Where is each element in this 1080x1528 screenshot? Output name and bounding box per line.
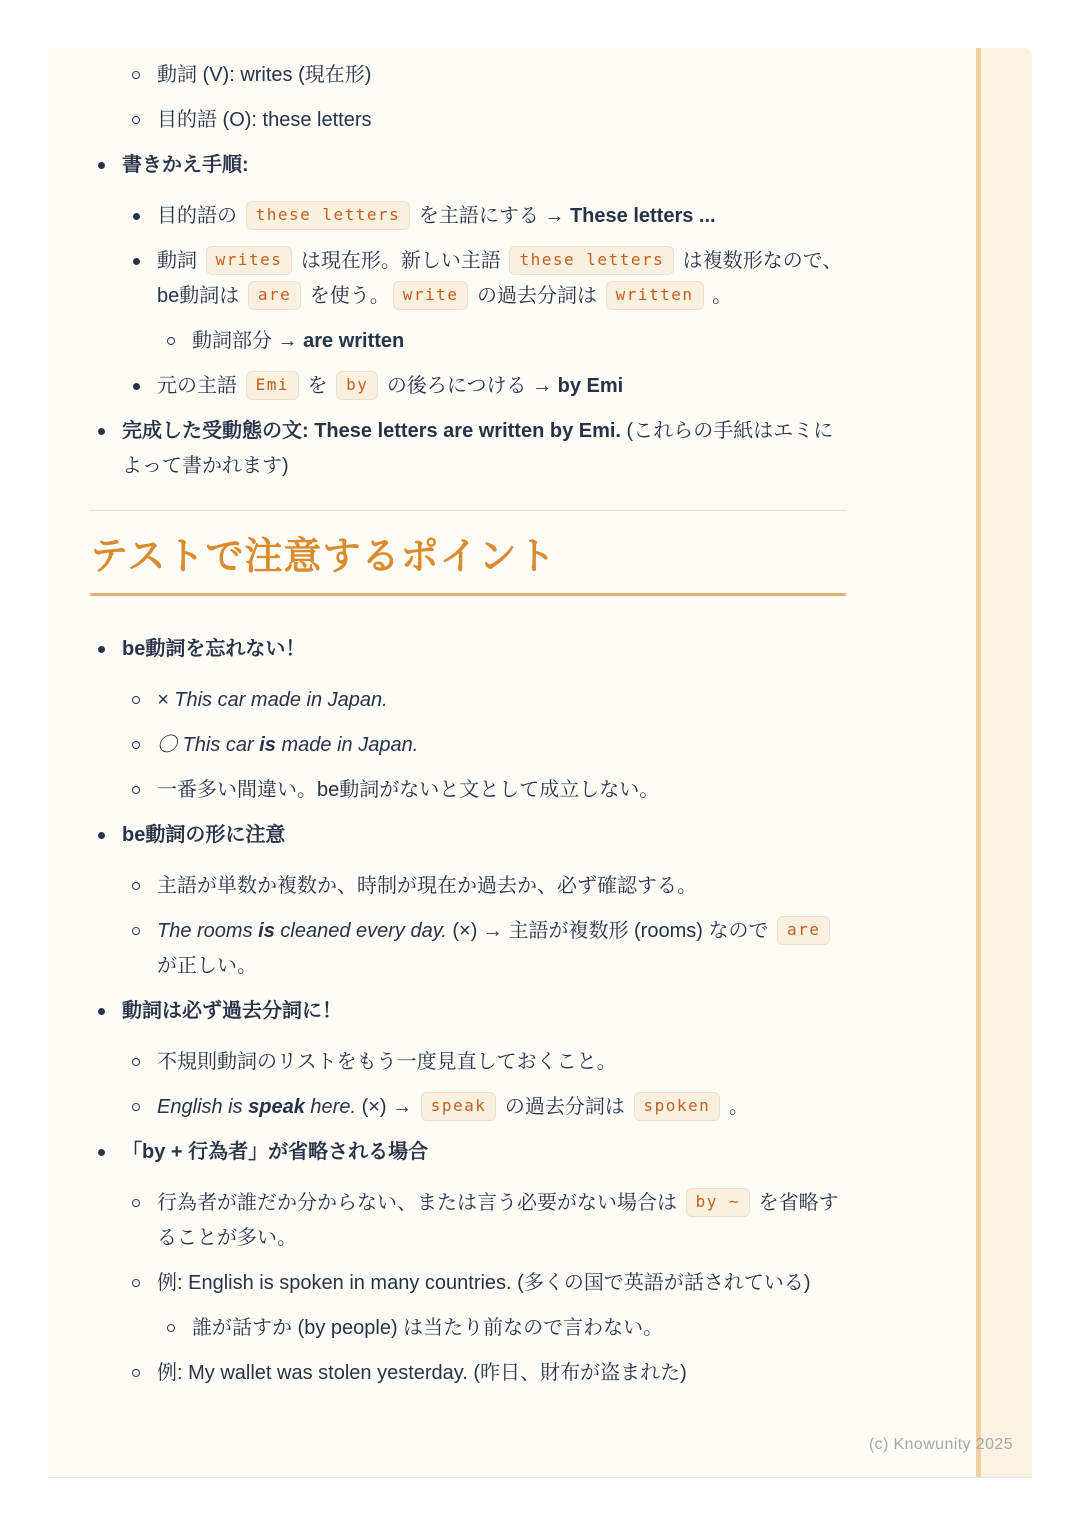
text-run: is (259, 734, 276, 756)
text-run: cleaned every day. (274, 920, 447, 942)
heading-underline (90, 593, 846, 596)
text-run: here. (304, 1096, 357, 1118)
inline-code: by (336, 371, 378, 400)
inline-code: these letters (509, 246, 674, 275)
text-run: 書きかえ手順: (122, 154, 249, 176)
list-item (90, 632, 846, 667)
bullet-list-test-points (90, 632, 846, 1391)
text-run: の過去分詞は (499, 1096, 631, 1118)
watermark: (c) Knowunity 2025 (868, 1436, 1013, 1453)
text-run: は現在形。新しい主語 (295, 250, 507, 272)
text-run: 。 (706, 285, 733, 307)
list-item (90, 818, 846, 853)
text-run: 例: English is spoken in many countries. (多くの国で英語が話されている) (157, 1272, 811, 1294)
text-run: 例: My wallet was stolen yesterday. (昨日、財布が盗まれた) (157, 1362, 687, 1384)
document-content (90, 48, 846, 1401)
inline-code: writes (206, 246, 293, 275)
list-item (90, 683, 846, 718)
list-item (90, 103, 846, 138)
inline-code: by ~ (686, 1188, 751, 1217)
text-run: 誰が話すか (by people) は当たり前なので言わない。 (192, 1317, 664, 1339)
inline-code: Emi (246, 371, 299, 400)
text-run: 不規則動詞のリストをもう一度見直しておくこと。 (157, 1051, 617, 1073)
text-run: made in Japan. (275, 734, 419, 756)
text-run: (×) → 主語が複数形 (rooms) なので (446, 920, 775, 942)
text-run: 行為者が誰だか分からない、または言う必要がない場合は (157, 1192, 683, 1214)
text-run: × This car made in Japan. (157, 689, 388, 711)
text-run: 動詞部分 → (192, 330, 304, 352)
inline-code: spoken (634, 1092, 721, 1121)
text-run: English is (157, 1096, 249, 1118)
text-run: 動詞 (V): writes (現在形) (157, 64, 372, 86)
text-run: is (258, 920, 275, 942)
text-run: These letters ... (569, 205, 716, 227)
text-run: 動詞は必ず過去分詞に！ (122, 1000, 342, 1022)
text-run: 。 (723, 1096, 749, 1118)
text-run: 目的語の (157, 205, 243, 227)
text-run: 完成した受動態の文: These letters are written by Emi. (122, 420, 621, 442)
text-run: (×) → (356, 1096, 418, 1118)
list-item (90, 1311, 846, 1346)
section-divider (90, 510, 846, 511)
list-item (90, 1266, 846, 1301)
text-run: が正しい。 (157, 955, 257, 977)
text-run: の過去分詞は (471, 285, 603, 307)
page-card (48, 48, 1032, 1478)
text-run: are written (303, 330, 405, 352)
text-run: 主語が単数か複数か、時制が現在か過去か、必ず確認する。 (157, 875, 697, 897)
text-run: be動詞を忘れない！ (122, 638, 306, 660)
list-item (90, 244, 846, 314)
inline-code: write (393, 281, 469, 310)
section-heading: テストで注意するポイント (90, 536, 557, 578)
text-run: の後ろにつける → (381, 375, 558, 397)
text-run: 目的語 (O): these letters (157, 109, 372, 131)
text-run: は複数形なので、be動詞は (157, 250, 843, 307)
list-item (90, 1356, 846, 1391)
text-run: 「by + 行為者」が省略される場合 (122, 1141, 429, 1163)
text-run: 〇 This car (157, 734, 260, 756)
inline-code: written (606, 281, 704, 310)
page-margin-ribbon (981, 48, 1032, 1477)
text-run: be動詞の形に注意 (122, 824, 286, 846)
list-item (90, 1186, 846, 1256)
text-run: (これらの手紙はエミによって書かれます) (122, 420, 834, 477)
list-item (90, 914, 846, 984)
list-item (90, 324, 846, 359)
text-run: speak (248, 1096, 305, 1118)
text-run: 一番多い間違い。be動詞がないと文として成立しない。 (157, 779, 660, 801)
text-run: 動詞 (157, 250, 203, 272)
text-run: The rooms (157, 920, 259, 942)
text-run: 元の主語 (157, 375, 243, 397)
list-item (90, 773, 846, 808)
inline-code: speak (421, 1092, 497, 1121)
text-run: を主語にする → (413, 205, 570, 227)
inline-code: are (777, 916, 830, 945)
list-item (90, 728, 846, 763)
text-run: を省略することが多い。 (157, 1192, 839, 1249)
list-item (90, 414, 846, 484)
list-item (90, 1135, 846, 1170)
bullet-list-rewrite-steps (90, 48, 846, 484)
list-item (90, 994, 846, 1029)
list-item (90, 1045, 846, 1080)
list-item (90, 148, 846, 183)
list-item (90, 199, 846, 234)
inline-code: these letters (246, 201, 411, 230)
list-item (90, 1090, 846, 1125)
inline-code: are (248, 281, 301, 310)
text-run: を使う。 (304, 285, 390, 307)
list-item (90, 369, 846, 404)
text-run: by Emi (557, 375, 624, 397)
list-item (90, 869, 846, 904)
list-item (90, 58, 846, 93)
text-run: を (301, 375, 334, 397)
